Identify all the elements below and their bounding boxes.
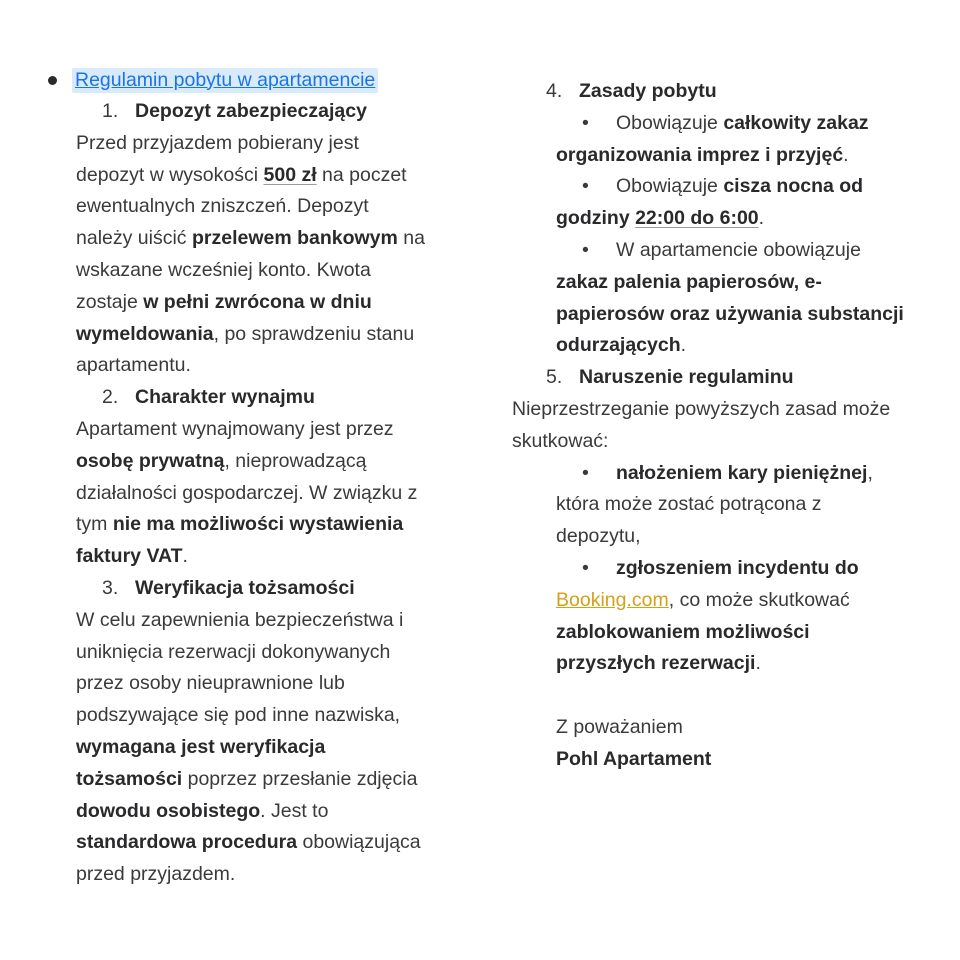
section-stay-rules: 4. Zasady pobytu • Obowiązuje całkowity zakaz organizowania imprez i przyjęć. • Obowiązuje cisza nocna od godziny 22:00 do 6:00. • W apartamencie obowiązuje zakaz palenia papierosów, e- papierosów oraz używania substancji odurzających. <box>512 76 942 362</box>
section-heading: 2. Charakter wynajmu <box>102 386 315 409</box>
left-column <box>48 64 458 891</box>
section-heading: 5. Naruszenie regulaminu <box>546 366 794 389</box>
section-deposit: 1. Depozyt zabezpieczający Przed przyjazdem pobierany jest depozyt w wysokości 500 zł na poczet ewentualnych zniszczeń. Depozyt należy uiścić przelewem bankowym na wskazane wcześniej konto. Kwota zostaje w pełni zwrócona w dniu wymeldowania, po sprawdzeniu stanu apartamentu. <box>48 96 458 382</box>
deposit-amount: 500 zł <box>263 163 317 186</box>
list-item: • W apartamencie obowiązuje <box>582 238 861 261</box>
list-item: • zgłoszeniem incydentu do <box>582 556 859 579</box>
signature: Pohl Apartament <box>556 747 712 770</box>
section-heading: 1. Depozyt zabezpieczający <box>102 100 367 122</box>
quiet-hours: 22:00 do 6:00 <box>635 207 759 230</box>
section-heading: 3. Weryfikacja tożsamości <box>102 576 355 599</box>
section-rule-violation: 5. Naruszenie regulaminu Nieprzestrzeganie powyższych zasad może skutkować: • nałożeniem kary pieniężnej, która może zostać potrącona z depozytu, • zgłoszeniem incydentu do Booking.com, co może skutkować zablokowaniem możliwości przyszłych rezerwacji. <box>512 362 942 680</box>
title-row <box>48 64 458 96</box>
document-title-link[interactable]: Regulamin pobytu w apartamencie <box>72 68 378 93</box>
section-heading: 4. Zasady pobytu <box>546 80 717 102</box>
section-identity-verification: 3. Weryfikacja tożsamości W celu zapewnienia bezpieczeństwa i uniknięcia rezerwacji dokonywanych przez osoby nieuprawnione lub podszywające się pod inne nazwiska, wymagana jest weryfikacja tożsamości poprzez przesłanie zdjęcia dowodu osobistego. Jest to standardowa procedura obowiązująca przed przyjazdem. <box>48 573 458 891</box>
list-item: • Obowiązuje całkowity zakaz <box>582 111 869 134</box>
closing-text: Z poważaniem <box>556 716 683 739</box>
section-rental-character: 2. Charakter wynajmu Apartament wynajmowany jest przez osobę prywatną, nieprowadzącą działalności gospodarczej. W związku z tym nie ma możliwości wystawienia faktury VAT. <box>48 382 458 573</box>
booking-link[interactable]: Booking.com <box>556 588 669 611</box>
list-item: • Obowiązuje cisza nocna od <box>582 175 864 198</box>
list-item: • nałożeniem kary pieniężnej, <box>582 461 873 484</box>
right-column <box>512 76 942 776</box>
list-bullet-icon <box>48 76 57 85</box>
